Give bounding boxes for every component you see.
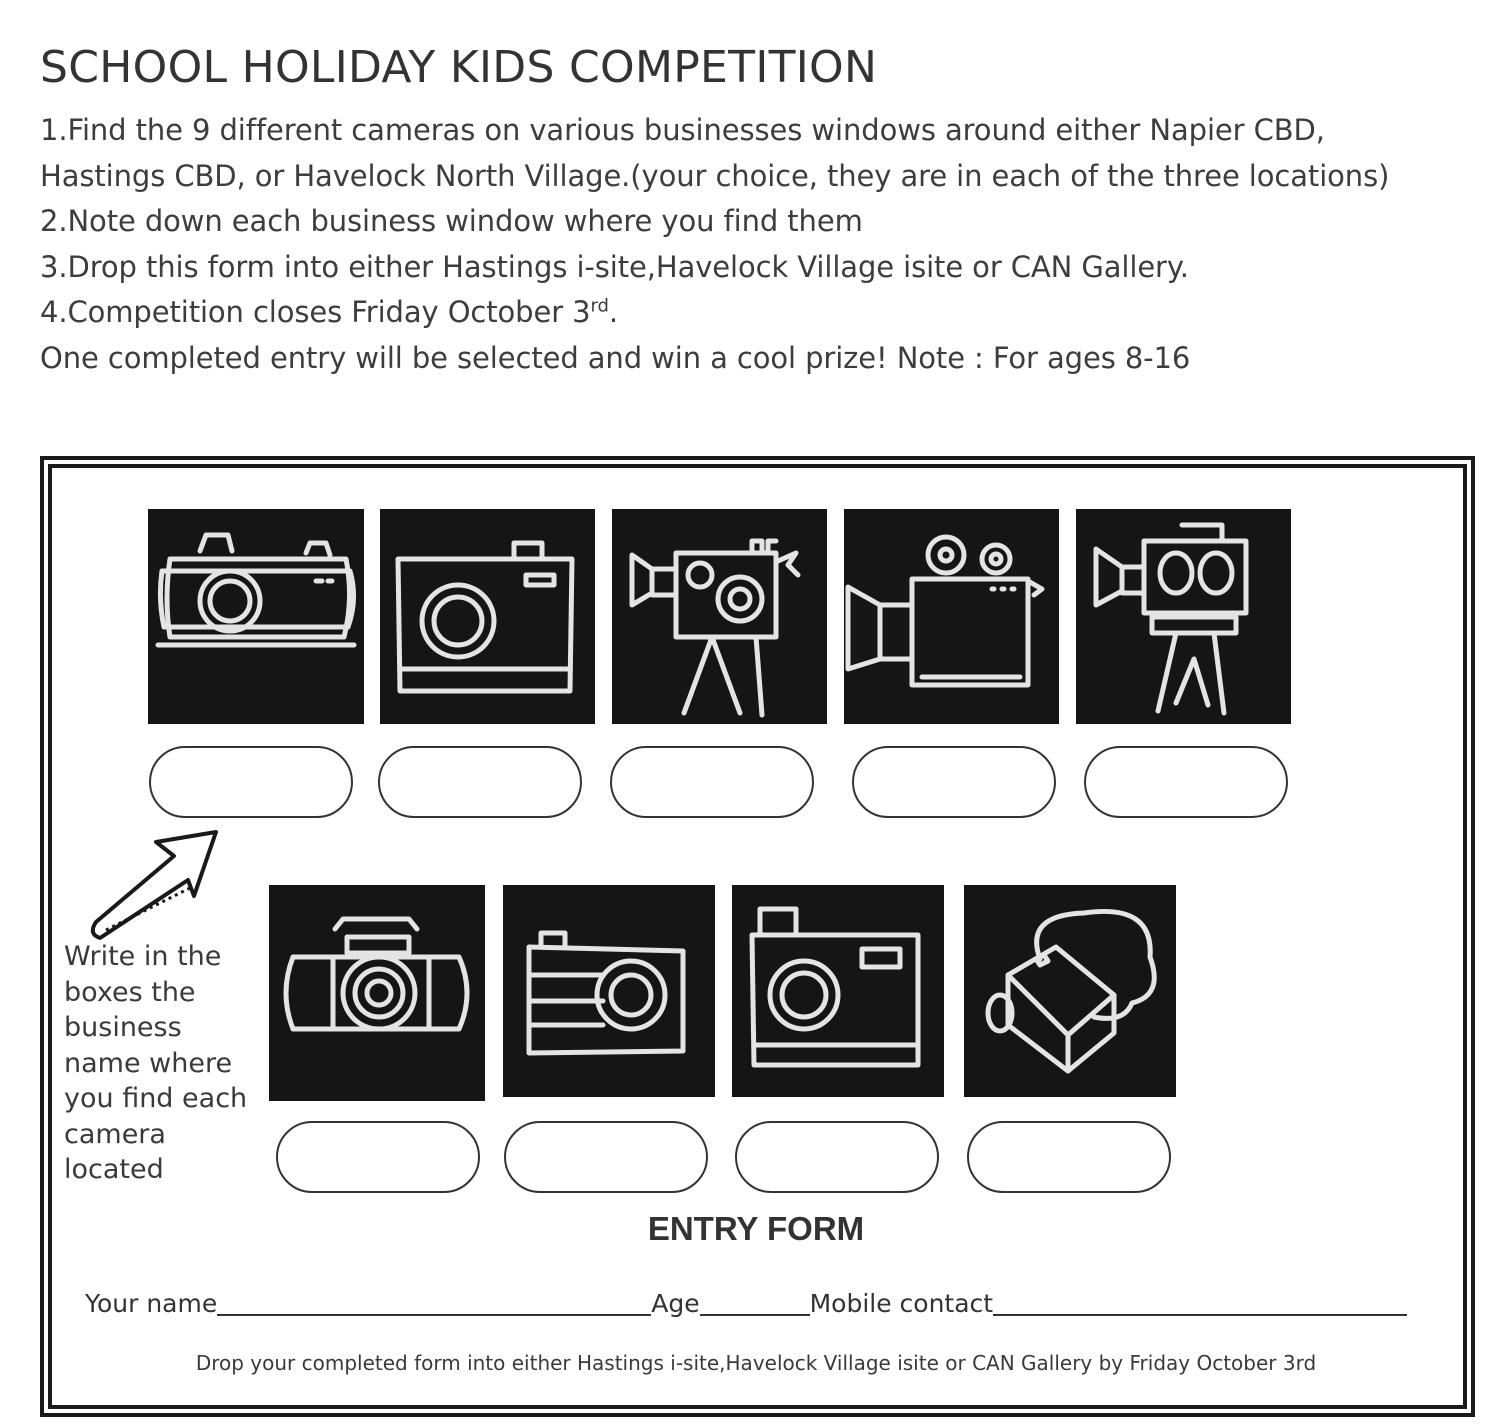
answer-box[interactable] xyxy=(967,1121,1171,1193)
cctv-camera-icon xyxy=(964,885,1176,1097)
arrow-icon xyxy=(84,826,224,946)
slr-camera-icon xyxy=(269,885,485,1101)
answer-box[interactable] xyxy=(504,1121,708,1193)
mobile-label: Mobile contact xyxy=(809,1289,994,1318)
instruction-line: 2.Note down each business window where you find them xyxy=(40,204,863,239)
period: . xyxy=(608,295,618,330)
compact-camera-icon xyxy=(148,509,364,724)
instruction-line: One completed entry will be selected and win a cool prize! Note : For ages 8-16 xyxy=(40,340,1191,375)
answer-box[interactable] xyxy=(735,1121,939,1193)
age-label: Age xyxy=(651,1289,700,1318)
footer-note: Drop your completed form into either Hastings i-site,Havelock Village isite or CAN Gallery by Friday October 3rd xyxy=(195,1351,1317,1375)
film-projector-icon xyxy=(612,509,827,724)
instruction-line: Hastings CBD, or Havelock North Village.(your choice, they are in each of the three locations) xyxy=(40,158,1390,193)
date-suffix: rd xyxy=(590,295,609,317)
instant-camera-icon xyxy=(380,509,595,724)
answer-box[interactable] xyxy=(149,746,353,818)
mobile-field[interactable] xyxy=(993,1288,1407,1316)
answer-box[interactable] xyxy=(852,746,1056,818)
entry-form-heading: ENTRY FORM xyxy=(647,1210,865,1247)
square-camera-icon xyxy=(732,885,944,1097)
contact-fields xyxy=(85,1288,1407,1318)
closing-date: 4.Competition closes Friday October 3 xyxy=(40,295,591,330)
answer-box[interactable] xyxy=(1084,746,1288,818)
side-note: Write in the boxes the business name where you find each camera located xyxy=(64,941,248,1185)
answer-box[interactable] xyxy=(610,746,814,818)
age-field[interactable] xyxy=(700,1288,810,1316)
striped-camera-icon xyxy=(503,885,715,1097)
answer-box[interactable] xyxy=(378,746,582,818)
instruction-line: 3.Drop this form into either Hastings i-site,Havelock Village isite or CAN Gallery. xyxy=(40,249,1189,284)
name-label: Your name xyxy=(85,1289,218,1318)
instruction-line xyxy=(40,290,1500,336)
movie-camera-icon xyxy=(844,509,1059,724)
instructions xyxy=(40,108,1500,382)
name-field[interactable] xyxy=(217,1288,651,1316)
instruction-line: 1.Find the 9 different cameras on various businesses windows around either Napier CBD, xyxy=(40,113,1325,147)
page-title: SCHOOL HOLIDAY KIDS COMPETITION xyxy=(40,42,878,93)
tripod-camera-icon xyxy=(1076,509,1291,724)
answer-box[interactable] xyxy=(276,1121,480,1193)
